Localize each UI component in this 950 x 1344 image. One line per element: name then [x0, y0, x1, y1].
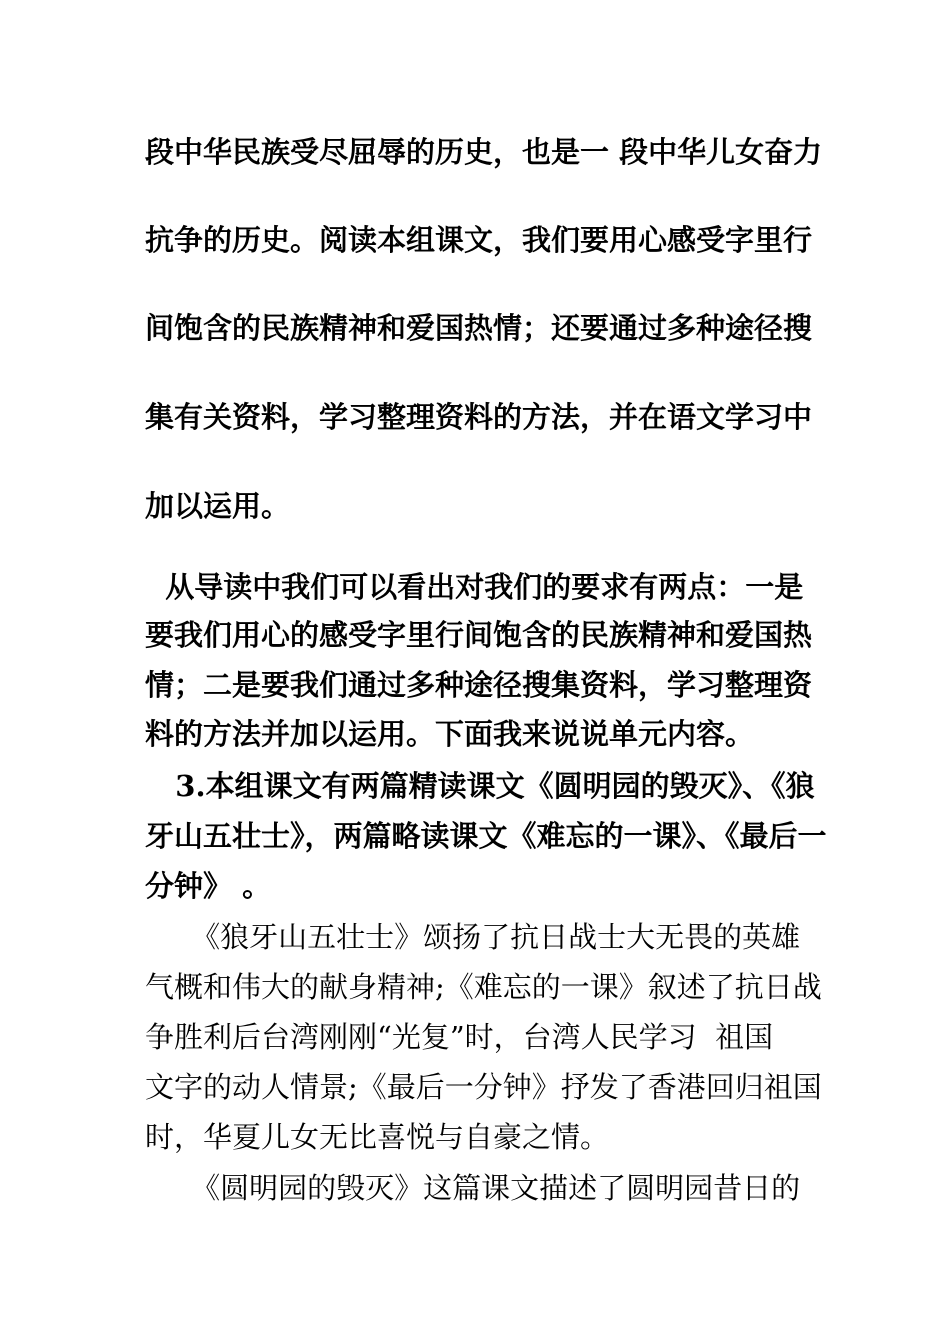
paragraph-2-line-1: 从导读中我们可以看出对我们的要求有两点：一是: [145, 570, 804, 604]
paragraph-4-line-1: 《狼牙山五壮士》颂扬了抗日战士大无畏的英雄: [145, 920, 801, 954]
paragraph-3-line-3: 分钟》 。: [145, 869, 272, 903]
paragraph-1-line-3: 间饱含的民族精神和爱国热情；还要通过多种途径搜: [145, 311, 813, 345]
paragraph-1-line-4: 集有关资料，学习整理资料的方法，并在语文学习中: [145, 400, 813, 434]
paragraph-5-line-1: 《圆明园的毁灭》这篇课文描述了圆明园昔日的: [145, 1171, 801, 1205]
paragraph-1-line-1: 段中华民族受尽屈辱的历史，也是一 段中华儿女奋力: [145, 135, 823, 169]
paragraph-4-line-2: 气概和伟大的献身精神;《难忘的一课》叙述了抗日战: [145, 970, 822, 1004]
paragraph-3-line-1: 3.本组课文有两篇精读课文《圆明园的毁灭》、《狼: [145, 769, 815, 803]
paragraph-1-line-5: 加以运用。: [145, 489, 291, 523]
paragraph-1-line-2: 抗争的历史。阅读本组课文，我们要用心感受字里行: [145, 223, 813, 257]
paragraph-4-line-5: 时，华夏儿女无比喜悦与自豪之情。: [145, 1120, 610, 1154]
paragraph-4-line-3: 争胜利后台湾刚刚“光复”时，台湾人民学习 祖国: [145, 1020, 774, 1054]
paragraph-4-line-4: 文字的动人情景;《最后一分钟》抒发了香港回归祖国: [145, 1070, 822, 1104]
paragraph-3-line-2: 牙山五壮士》，两篇略读课文《难忘的一课》、《最后一: [145, 819, 827, 853]
paragraph-2-line-3: 情；二是要我们通过多种途径搜集资料，学习整理资: [145, 668, 813, 702]
paragraph-2-line-4: 料的方法并加以运用。下面我来说说单元内容。: [145, 717, 755, 751]
paragraph-2-line-2: 要我们用心的感受字里行间饱含的民族精神和爱国热: [145, 618, 813, 652]
